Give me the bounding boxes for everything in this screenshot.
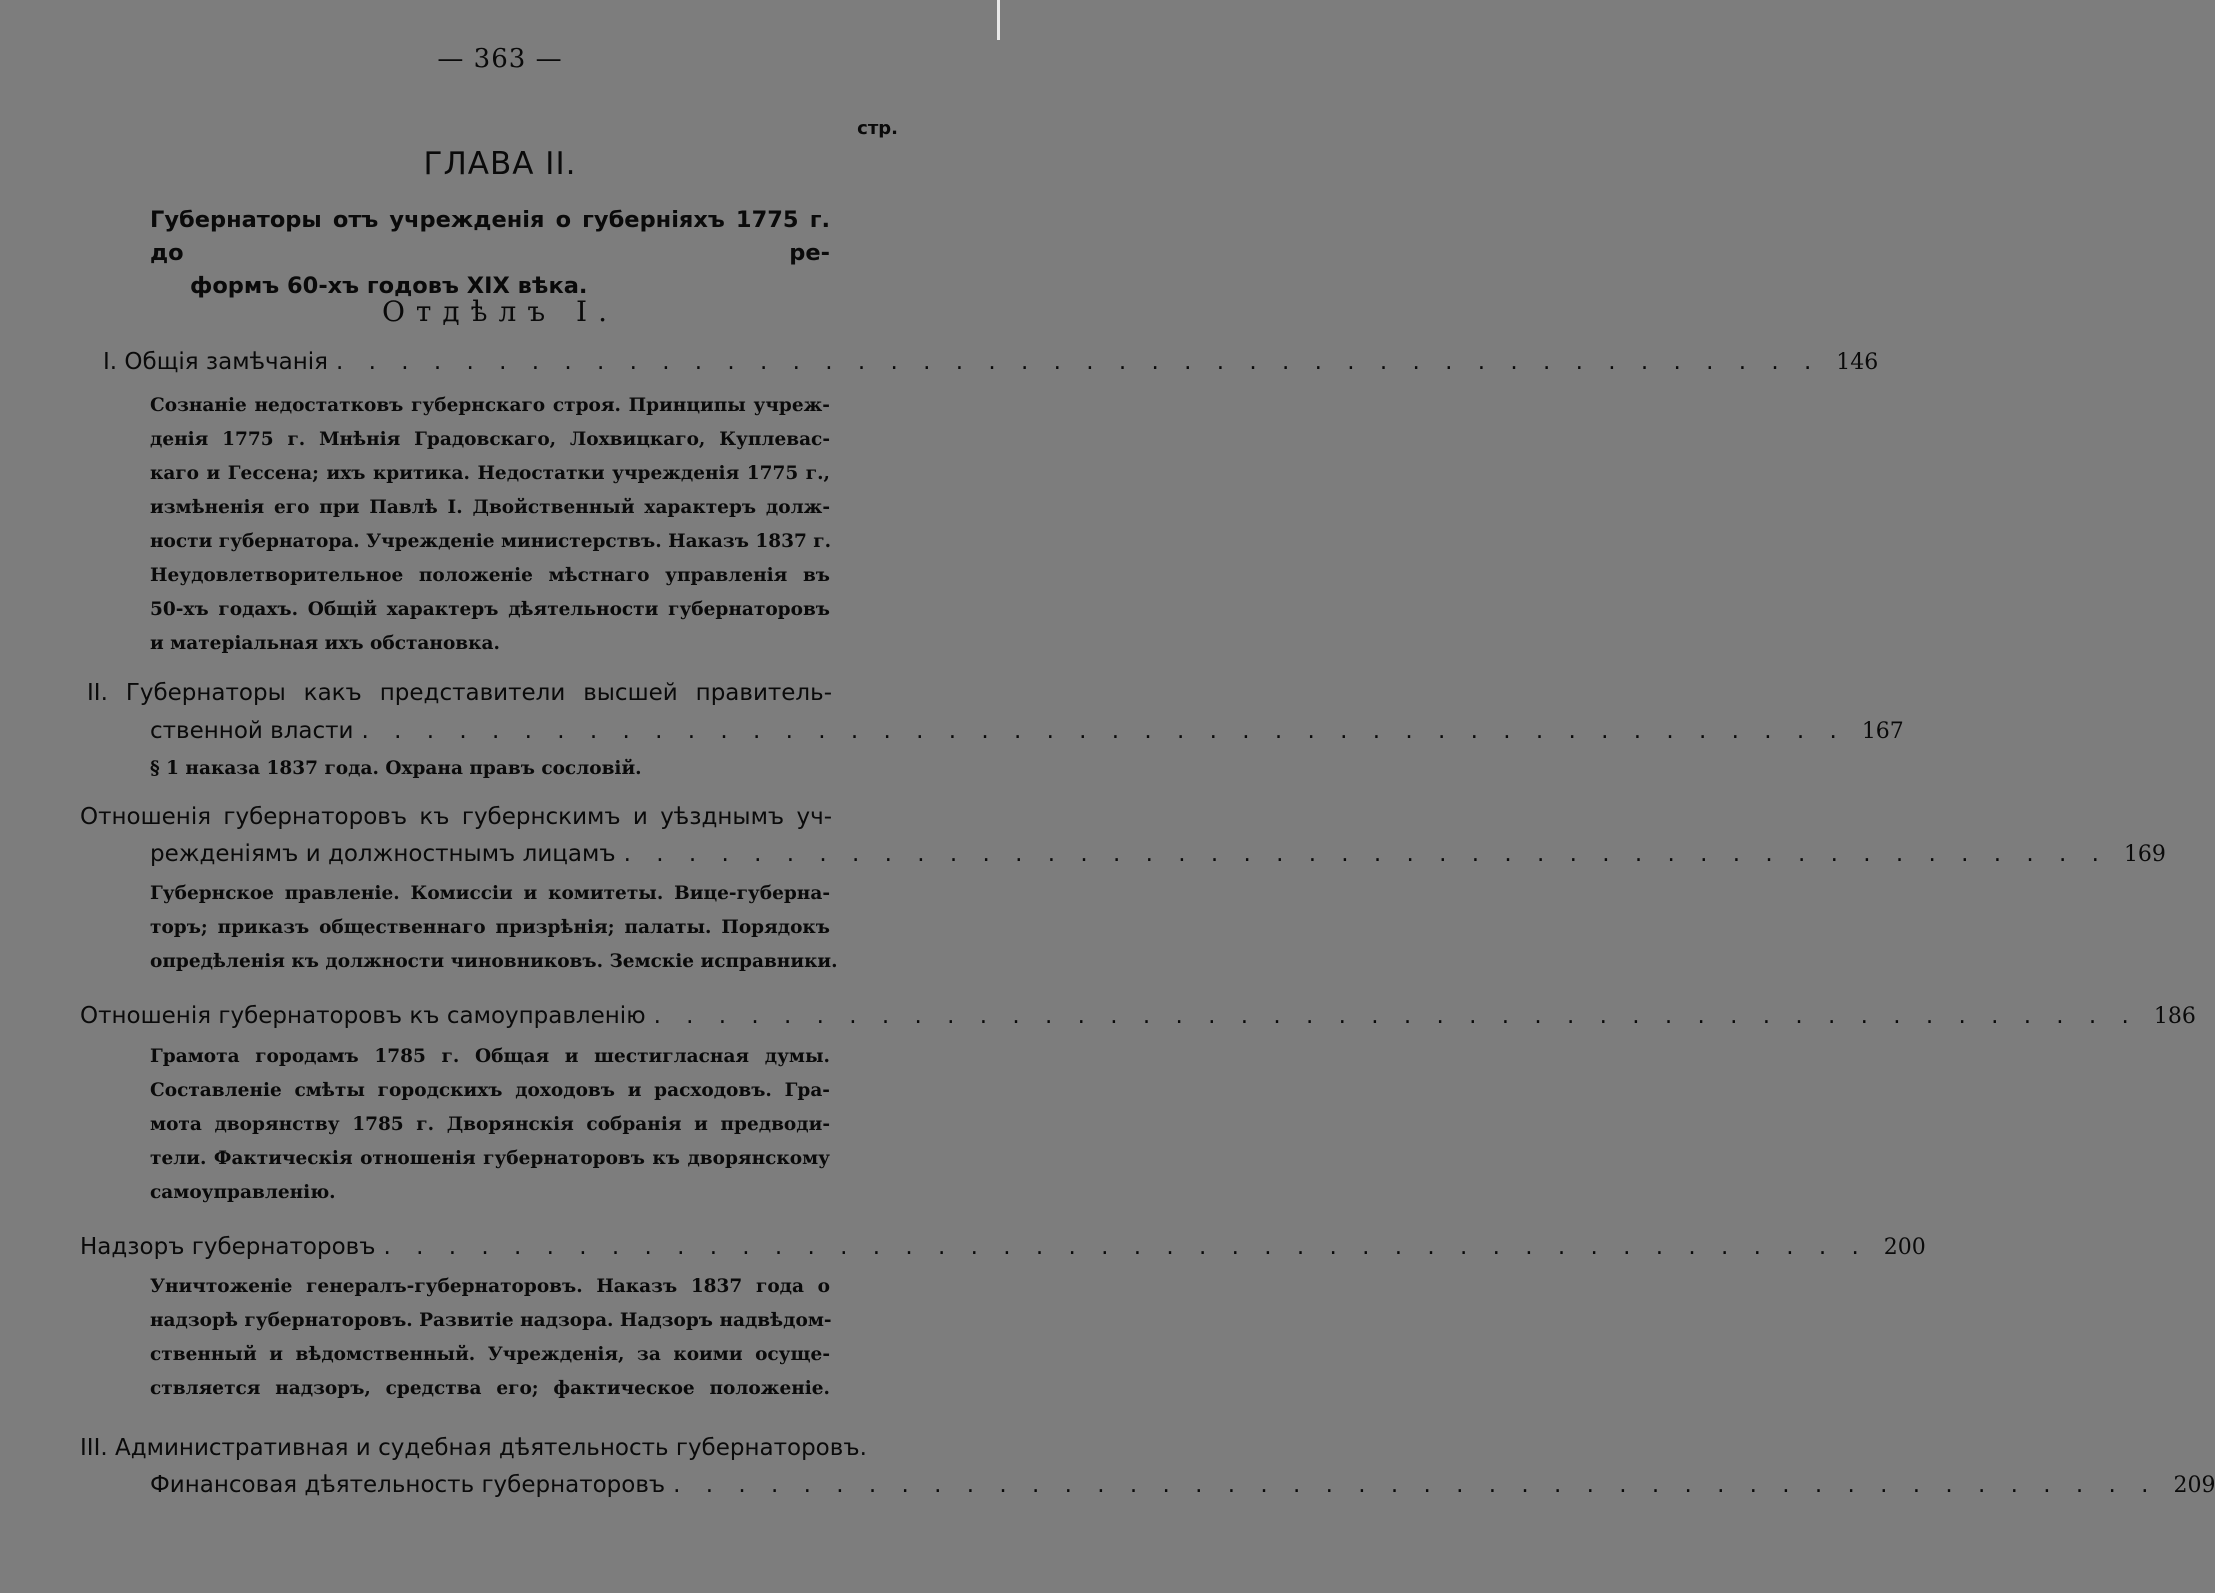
toc-entry-title: II. Губернаторы какъ представители высшей правитель- [87,680,832,706]
toc-page-number: 146 [1836,350,1879,375]
toc-entry-description: Грамота городамъ 1785 г. Общая и шестигласная думы. Составленіе смѣты городскихъ доходовъ и расходовъ. Гра- мота дворянству 1785 г. Дворянскія собранія и предводи- тели. Фактическія отношенія губернаторовъ къ дворянскому самоуправленію. [150,1046,830,1203]
toc-entry-relations-with-institutions[interactable] [150,837,2166,871]
toc-leader-dots: . . . . . . . . . . . . . . . . . . . . . . . . . . . . . . . . . . . . . . . . . . . . . . [383,1234,1868,1260]
toc-page-number: 200 [1883,1235,1926,1260]
toc-entry-title: режденіямъ и должностнымъ лицамъ [150,841,616,867]
toc-entry-supervision[interactable] [80,1230,1926,1264]
toc-entry-general-remarks[interactable] [103,345,1879,379]
toc-entry-title: Финансовая дѣятельность губернаторовъ [150,1472,666,1498]
toc-entry-description: Уничтоженіе генералъ-губернаторовъ. Наказъ 1837 года о надзорѣ губернаторовъ. Развитіе надзора. Надзоръ надвѣдом- ственный и вѣдомственный. Учрежденія, за коими осуще- ствляется надзоръ, средства его; фактическое положеніе. [150,1276,832,1399]
toc-entry-financial-activity[interactable] [150,1468,2215,1502]
chapter-title [150,204,830,303]
toc-entry-title: III. Административная и судебная дѣятельность губернаторовъ. [80,1435,867,1461]
scan-edge-mark [997,0,1000,40]
toc-leader-dots: . . . . . . . . . . . . . . . . . . . . . . . . . . . . . . . . . . . . . . . . . . . . . . [335,349,1821,375]
toc-entry-title: Отношенія губернаторовъ къ губернскимъ и уѣзднымъ уч- [80,804,832,830]
toc-page-number: 186 [2153,1004,2196,1029]
toc-page-number: 169 [2123,842,2166,867]
toc-entry-governors-as-representatives[interactable] [150,714,1904,748]
toc-page-number: 209 [2173,1473,2215,1498]
toc-leader-dots: . . . . . . . . . . . . . . . . . . . . . . . . . . . . . . . . . . . . . . . . . . . . . . [653,1003,2138,1029]
toc-entry-title: Надзоръ губернаторовъ [80,1234,376,1260]
toc-leader-dots: . . . . . . . . . . . . . . . . . . . . . . . . . . . . . . . . . . . . . . . . . . . . . . [673,1472,2158,1498]
toc-leader-dots: . . . . . . . . . . . . . . . . . . . . . . . . . . . . . . . . . . . . . . . . . . . . . . [623,841,2108,867]
toc-entry-description: Губернское правленіе. Комиссіи и комитеты. Вице-губерна- торъ; приказъ общественнаго призрѣнія; палаты. Порядокъ опредѣленія къ должности чиновниковъ. Земскіе исправники. [150,883,838,972]
toc-entry-title: ственной власти [150,718,354,744]
toc-leader-dots: . . . . . . . . . . . . . . . . . . . . . . . . . . . . . . . . . . . . . . . . . . . . . . [361,718,1846,744]
chapter-title-line: формъ 60-хъ годовъ XIX вѣка. [190,273,588,299]
chapter-heading: ГЛАВА II. [423,146,577,182]
toc-entry-relations-with-self-government[interactable] [80,999,2196,1033]
toc-entry-description: Сознаніе недостатковъ губернскаго строя. Принципы учреж- денія 1775 г. Мнѣнія Градовскаго, Лохвицкаго, Куплевас- каго и Гессена; ихъ критика. Недостатки учрежденія 1775 г., измѣненія его при Павлѣ I. Двойственный характеръ долж- ности губернатора. Учрежденіе министерствъ. Наказъ 1837 г. Неудовлетворительное положеніе мѣстнаго управленія въ 50-хъ годахъ. Общій характеръ дѣятельности губернаторовъ и матеріальная ихъ обстановка. [150,395,832,654]
section-heading: Отдѣлъ I. [381,295,619,328]
toc-entry-title: Отношенія губернаторовъ къ самоуправленію [80,1003,646,1029]
toc-page-number: 167 [1861,719,1904,744]
page-number: — 363 — [437,44,563,74]
toc-entry-title: I. Общія замѣчанія [103,349,328,375]
toc-entry-description: § 1 наказа 1837 года. Охрана правъ сословій. [150,758,642,779]
page-column-header: стр. [857,118,898,139]
chapter-title-line: Губернаторы отъ учрежденія о губерніяхъ 1775 г. до ре- [150,207,830,266]
